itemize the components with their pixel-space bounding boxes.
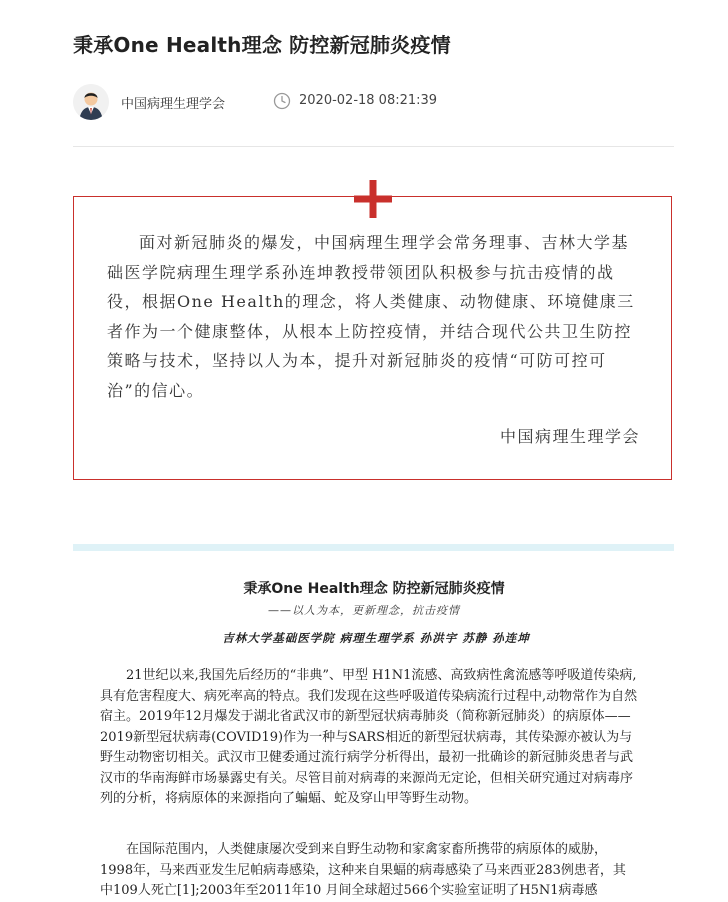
header-divider (73, 146, 674, 147)
quote-text: 面对新冠肺炎的爆发，中国病理生理学会常务理事、吉林大学基础医学院病理生理学系孙连坤教授带领团队积极参与抗击疫情的战役，根据One Health的理念，将人类健康、动物健康、环境健康三者作为一个健康整体，从根本上防控疫情，并结合现代公共卫生防控策略与技术，坚持以人为本，提升对新冠肺炎的疫情“可防可控可治”的信心。 (107, 233, 635, 400)
section-band (73, 544, 674, 551)
body-paragraph: 在国际范围内，人类健康屡次受到来自野生动物和家禽家畜所携带的病原体的威胁，1998年，马来西亚发生尼帕病毒感染，这种来自果蝠的病毒感染了马来西亚283例患者，其中109人死亡[1];2003年至2011年10 月间全球超过566个实验室证明了H5N1病毒感 (100, 842, 626, 898)
clock-icon (273, 92, 291, 110)
paper-authors: 吉林大学基础医学院 病理生理学系 孙洪宇 苏静 孙连坤 (222, 631, 530, 645)
publish-time: 2020-02-18 08:21:39 (299, 93, 438, 108)
author-name[interactable]: 中国病理生理学会 (121, 97, 226, 112)
author-avatar[interactable] (73, 84, 109, 120)
paper-title: 秉承One Health理念 防控新冠肺炎疫情 (243, 581, 505, 597)
red-cross-icon (354, 180, 392, 218)
body-paragraph: 21世纪以来,我国先后经历的“非典”、甲型 H1N1流感、高致病性禽流感等呼吸道传染病,具有危害程度大、病死率高的特点。我们发现在这些呼吸道传染病流行过程中,动物常作为自然宿主。2019年12月爆发于湖北省武汉市的新型冠状病毒肺炎（简称新冠肺炎）的病原体——2019新型冠状病毒(COVID19)作为一种与SARS相近的新型冠状病毒，其传染源亦被认为与野生动物密切相关。武汉市卫健委通过流行病学分析得出，最初一批确诊的新冠肺炎患者与武汉市的华南海鲜市场暴露史有关。尽管目前对病毒的来源尚无定论，但相关研究通过对病毒序列的分析，将病原体的来源指向了蝙蝠、蛇及穿山甲等野生动物。 (100, 668, 638, 806)
quote-signature: 中国病理生理学会 (499, 427, 640, 446)
page-title: 秉承One Health理念 防控新冠肺炎疫情 (73, 33, 451, 57)
paper-subtitle: ——以人为本，更新理念，抗击疫情 (268, 604, 460, 617)
